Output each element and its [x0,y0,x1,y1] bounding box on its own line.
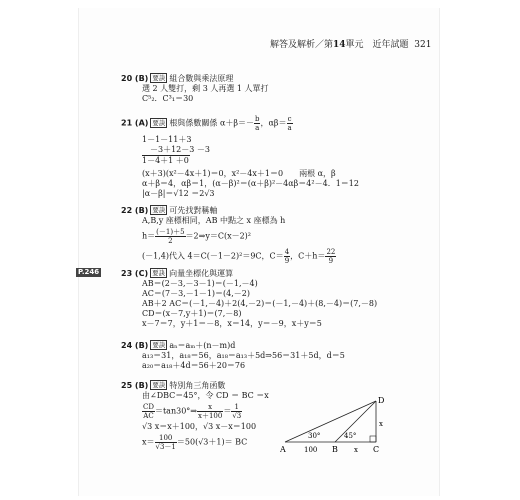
q20-number: 20 (B) [121,74,149,83]
question-24 [121,340,345,371]
q22-line2: h＝ $\frac{(-1)+5}{2}$ ＝2⇒y＝C(x－2)² [142,228,252,245]
side-page-tag: P.246 [78,268,100,276]
q25-line1: 由∠DBC＝45°，令 CD ＝ BC ＝x [142,391,269,400]
q20-line2: C⁵₂．C³₁＝30 [142,94,194,103]
label-b: B [332,445,338,454]
question-20 [121,73,269,104]
q25-tag: 要訣 [152,381,166,389]
q22-line3: (－1,4)代入 4＝C(－1－2)²＝9C，C＝ $\frac{4}{9}$ ，C＋h＝ $\frac{22}{9}$ [142,248,336,265]
q20-topic: 組合數與乘法原理 [169,74,234,83]
question-23 [121,268,377,329]
label-angle-45: 45° [344,432,357,440]
label-a: A [280,445,286,454]
header-unit: 14 [333,40,346,50]
q21-line2: α＋β＝4，αβ＝1，(α－β)²＝(α＋β)²－4αβ＝4²－4．1＝12 [142,179,359,188]
q21-number: 21 (A) [121,118,149,128]
q21-frac1: $\frac{b}{a}$ [255,115,260,132]
header-prefix: 解答及解析／第 [270,40,334,50]
q21-line1: (x＋3)(x²－4x＋1)＝0，x²－4x＋1＝0 兩根 α，β [142,169,336,178]
q21-synthetic-1: 1－1－11＋3 [142,135,192,144]
label-length-100: 100 [304,446,318,454]
q23-line3: AB＋2 AC＝(－1,－4)＋2(4,－2)＝(－1,－4)＋(8,－4)＝(7,－8) [142,299,378,308]
label-c: C [373,445,380,454]
page-header [270,37,431,50]
right-angle-mark [370,436,376,442]
question-22 [121,205,336,265]
q21-synthetic-3: 1－4＋1 ＋0 [142,156,189,165]
q23-topic: 向量坐標化與運算 [169,269,234,278]
q21-synthetic-2: －3＋12－3 －3 [142,145,210,154]
q24-line2: a₂₀＝a₁₈＋4d＝56＋20＝76 [142,361,246,370]
label-angle-30: 30° [308,432,321,440]
q22-topic: 可先找對稱軸 [169,206,218,215]
q24-tag: 要訣 [152,341,166,349]
q22-number: 22 (B) [121,206,149,215]
q25-line4: x＝ $\frac{100}{√3-1}$ ＝50(√3＋1)＝ BC [142,434,248,451]
q22-line1: A,B,y 座標相同，AB 中點之 x 座標為 h [142,216,286,225]
q24-topic: aₙ＝aₘ＋(n－m)d [169,341,236,350]
q24-line1: a₁₃＝31，a₁₈＝56，a₁₈＝a₁₃＋5d⇒56＝31＋5d，d＝5 [142,351,345,360]
q23-line5: x－7＝7，y＋1＝－8，x＝14，y＝－9，x＋y＝5 [142,319,322,328]
question-21 [121,115,359,199]
q22-tag: 要訣 [152,206,166,214]
q21-tag: 要訣 [152,118,166,127]
q25-topic: 特別角三角函數 [169,381,226,390]
label-x-side: x [379,420,383,428]
q20-tag: 要訣 [152,74,166,82]
q23-number: 23 (C) [121,269,149,278]
q24-number: 24 (B) [121,341,149,350]
q23-line1: AB＝(2－3,－3－1)＝(－1,－4) [142,279,258,288]
question-25 [121,380,269,451]
segment-ad [285,401,376,442]
q20-line1: 選 2 人雙打，剩 3 人再選 1 人單打 [142,84,269,93]
q25-line2: $\frac{CD}{AC}$ ＝tan30°⇒ $\frac{x}{x+100}$ ＝ $\frac{1}{√3}$ [143,403,242,420]
q23-line2: AC＝(7－3,－1－1)＝(4,－2) [142,289,251,298]
q21-topic-a: 根與係數關係 α＋β＝－ [169,118,254,128]
q25-number: 25 (B) [121,381,149,390]
page-number: 321 [414,40,432,50]
label-x-bottom: x [354,446,358,454]
q21-line3: |α－β|＝√12 ＝2√3 [142,189,215,198]
triangle-figure [280,395,390,455]
q25-line3: √3 x＝x＋100，√3 x－x＝100 [142,422,257,431]
q23-line4: CD＝(x－7,y＋1)＝(7,－8) [142,309,242,318]
q23-tag: 要訣 [152,269,166,277]
header-suffix: 單元 近年試題 [345,40,409,50]
q21-frac2: $\frac{c}{a}$ [287,115,292,132]
label-d: D [378,396,385,405]
q21-topic-b: ，αβ＝ [260,118,287,128]
